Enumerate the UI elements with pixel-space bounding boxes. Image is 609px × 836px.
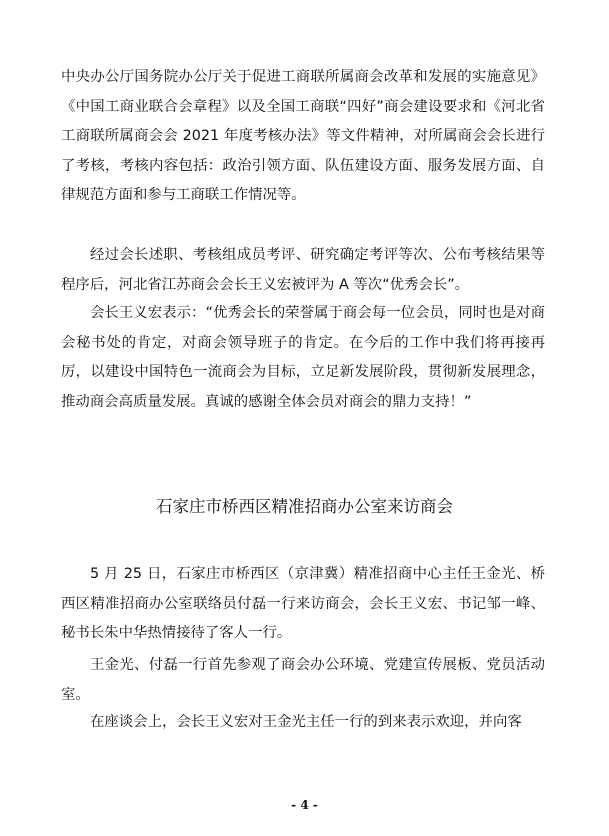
paragraph-text: 会长王义宏表示：“优秀会长的荣誉属于商会每一位会员，同时也是对商会秘书处的肯定，对商会领导班子的肯定。在今后的工作中我们将再接再厉，以建设中国特色一流商会为目标，立足新发展阶段，贯彻新发展理念，推动商会高质量发展。真诚的感谢全体会员对商会的鼎力支持！” [61, 305, 545, 410]
paragraph-text: 王金光、付磊一行首先参观了商会办公环境、党建宣传展板、党员活动室。 [61, 657, 545, 703]
paragraph-text: 在座谈会上，会长王义宏对王金光主任一行的到来表示欢迎，并向客 [90, 714, 522, 730]
paragraph-text: 5 月 25 日，石家庄市桥西区（京津冀）精准招商中心主任王金光、桥西区精准招商办公室联络员付磊一行来访商会，会长王义宏、书记邹一峰、秘书长朱中华热情接待了客人一行。 [61, 566, 545, 642]
section-title: 石家庄市桥西区精准招商办公室来访商会 [156, 497, 453, 516]
body-paragraph [61, 560, 545, 649]
page-number: - 4 - [291, 798, 318, 812]
body-paragraph [61, 241, 545, 300]
body-paragraph: 中央办公厅国务院办公厅关于促进工商联所属商会改革和发展的实施意见》《中国工商业联合会章程》以及全国工商联“四好”商会建设要求和《河北省工商联所属商会会 2021 年度考核办法》等文件精神，对所属商会会长进行了考核，考核内容包括：政治引领方面、队伍建设方面、服务发展方面、自律规范方面和参与工商联工作情况等。 [61, 69, 545, 204]
body-paragraph [61, 708, 545, 738]
body-paragraph [61, 651, 545, 710]
body-paragraph [61, 299, 545, 417]
paragraph-text: 经过会长述职、考核组成员考评、研究确定考评等次、公布考核结果等程序后，河北省江苏商会会长王义宏被评为 A 等次“优秀会长”。 [61, 247, 545, 293]
